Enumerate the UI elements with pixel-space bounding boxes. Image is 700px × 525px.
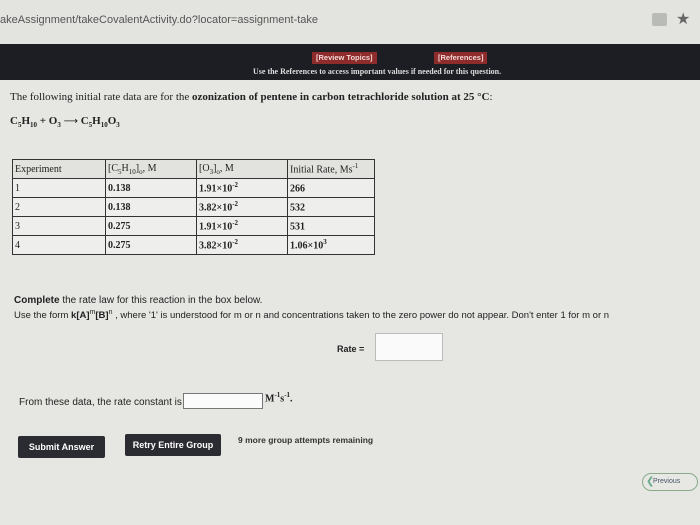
header-o3: $[O_3]_o$, M bbox=[197, 160, 288, 179]
rate-constant-label: From these data, the rate constant is bbox=[19, 397, 182, 408]
question-intro: The following initial rate data are for the ozonization of pentene in carbon tetrachloride solution at 25 °C: bbox=[10, 91, 493, 103]
header-experiment: Experiment bbox=[13, 160, 106, 179]
attempts-remaining: 9 more group attempts remaining bbox=[238, 435, 374, 445]
references-banner bbox=[0, 44, 700, 80]
references-note: Use the References to access important values if needed for this question. bbox=[253, 67, 502, 76]
rate-law-input[interactable] bbox=[375, 333, 443, 361]
extension-icon[interactable] bbox=[652, 13, 667, 26]
previous-button[interactable]: ❮ Previous bbox=[642, 473, 698, 491]
reaction-equation: $C_5H_{10} + O_3$ ⟶ $C_5H_{10}O_3$ bbox=[10, 115, 120, 130]
rate-constant-input[interactable] bbox=[183, 393, 263, 409]
bookmark-star-icon[interactable]: ★ bbox=[676, 9, 691, 28]
header-c5h10: $[C_5H_{10}]_o$, M bbox=[106, 160, 197, 179]
form-instruction: Use the form $k[A]^m[B]^n$ , where '1' is understood for m or n and concentrations taken to the zero power do not appear. Don't enter 1 for m or n bbox=[14, 309, 610, 322]
table-row: 1 0.138 $1.91\times 10^{-2}$ 266 bbox=[13, 179, 375, 198]
reaction-arrow-icon: ⟶ bbox=[63, 116, 78, 127]
submit-answer-button[interactable]: Submit Answer bbox=[18, 436, 105, 458]
rate-data-table bbox=[12, 159, 375, 255]
header-initial-rate: Initial Rate, $Ms^{-1}$ bbox=[288, 160, 375, 179]
question-content bbox=[0, 80, 700, 525]
chevron-left-icon: ❮ bbox=[646, 476, 655, 487]
table-header-row bbox=[13, 160, 375, 179]
browser-address-bar bbox=[0, 0, 700, 45]
retry-group-button[interactable]: Retry Entire Group bbox=[125, 434, 221, 456]
rate-label: Rate = bbox=[337, 344, 365, 354]
table-row: 3 0.275 $1.91\times 10^{-2}$ 531 bbox=[13, 217, 375, 236]
table-row: 2 0.138 $3.82\times 10^{-2}$ 532 bbox=[13, 198, 375, 217]
references-button[interactable]: [References] bbox=[434, 52, 487, 64]
rate-constant-units: $M^{-1}s^{-1}$. bbox=[265, 391, 293, 405]
review-topics-button[interactable]: [Review Topics] bbox=[312, 52, 377, 64]
url-text[interactable]: akeAssignment/takeCovalentActivity.do?locator=assignment-take bbox=[0, 14, 319, 26]
complete-instruction: Complete the rate law for this reaction in the box below. bbox=[14, 295, 263, 306]
table-row: 4 0.275 $3.82\times 10^{-2}$ $1.06\times 10^3$ bbox=[13, 236, 375, 255]
